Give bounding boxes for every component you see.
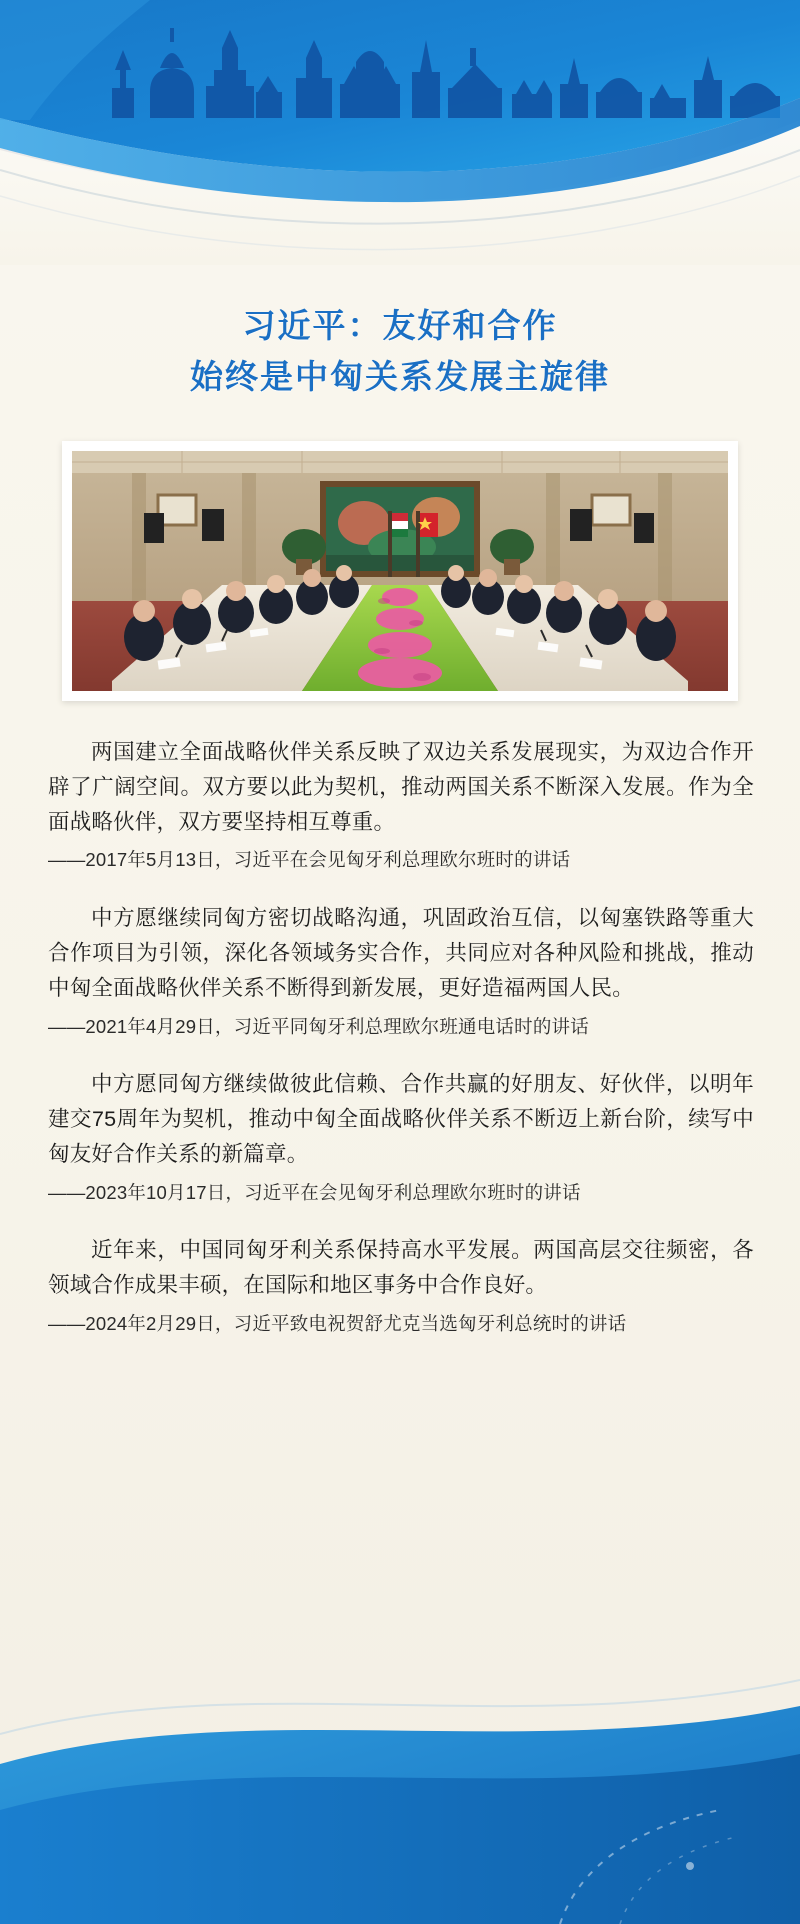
quotes-section: [48, 735, 754, 1365]
quote-text: 中方愿继续同匈方密切战略沟通，巩固政治互信，以匈塞铁路等重大合作项目为引领，深化各领域务实合作，共同应对各种风险和挑战，推动中匈全面战略伙伴关系不断得到新发展，更好造福两国人民。: [48, 906, 754, 1000]
quote-source: ——2021年4月29日，习近平同匈牙利总理欧尔班通电话时的讲话: [48, 1015, 589, 1037]
quote-item: [48, 1233, 754, 1338]
page-title: [0, 300, 800, 402]
title-line-1: 习近平：友好和合作: [242, 307, 558, 344]
quote-item: [48, 901, 754, 1041]
quote-item: [48, 735, 754, 875]
title-line-2: 始终是中匈关系发展主旋律: [190, 358, 610, 396]
photo-frame: [62, 441, 738, 701]
blue-wave-footer: [0, 1614, 800, 1924]
quote-text: 两国建立全面战略伙伴关系反映了双边关系发展现实，为双边合作开辟了广阔空间。双方要以此为契机，推动两国关系不断深入发展。作为全面战略伙伴，双方要坚持相互尊重。: [48, 740, 754, 834]
quote-item: [48, 1067, 754, 1207]
header-banner: [0, 0, 800, 265]
quote-text: 近年来，中国同匈牙利关系保持高水平发展。两国高层交往频密，各领域合作成果丰硕，在国际和地区事务中合作良好。: [48, 1238, 754, 1298]
quote-source: ——2023年10月17日，习近平在会见匈牙利总理欧尔班时的讲话: [48, 1181, 581, 1203]
china-hungary-meeting-photo: [72, 451, 728, 691]
quote-source: ——2024年2月29日，习近平致电祝贺舒尤克当选匈牙利总统时的讲话: [48, 1313, 627, 1335]
quote-text: 中方愿同匈方继续做彼此信赖、合作共赢的好朋友、好伙伴，以明年建交75周年为契机，推动中匈全面战略伙伴关系不断迈上新台阶，续写中匈友好合作关系的新篇章。: [48, 1072, 754, 1166]
quote-source: ——2017年5月13日，习近平在会见匈牙利总理欧尔班时的讲话: [48, 849, 571, 871]
